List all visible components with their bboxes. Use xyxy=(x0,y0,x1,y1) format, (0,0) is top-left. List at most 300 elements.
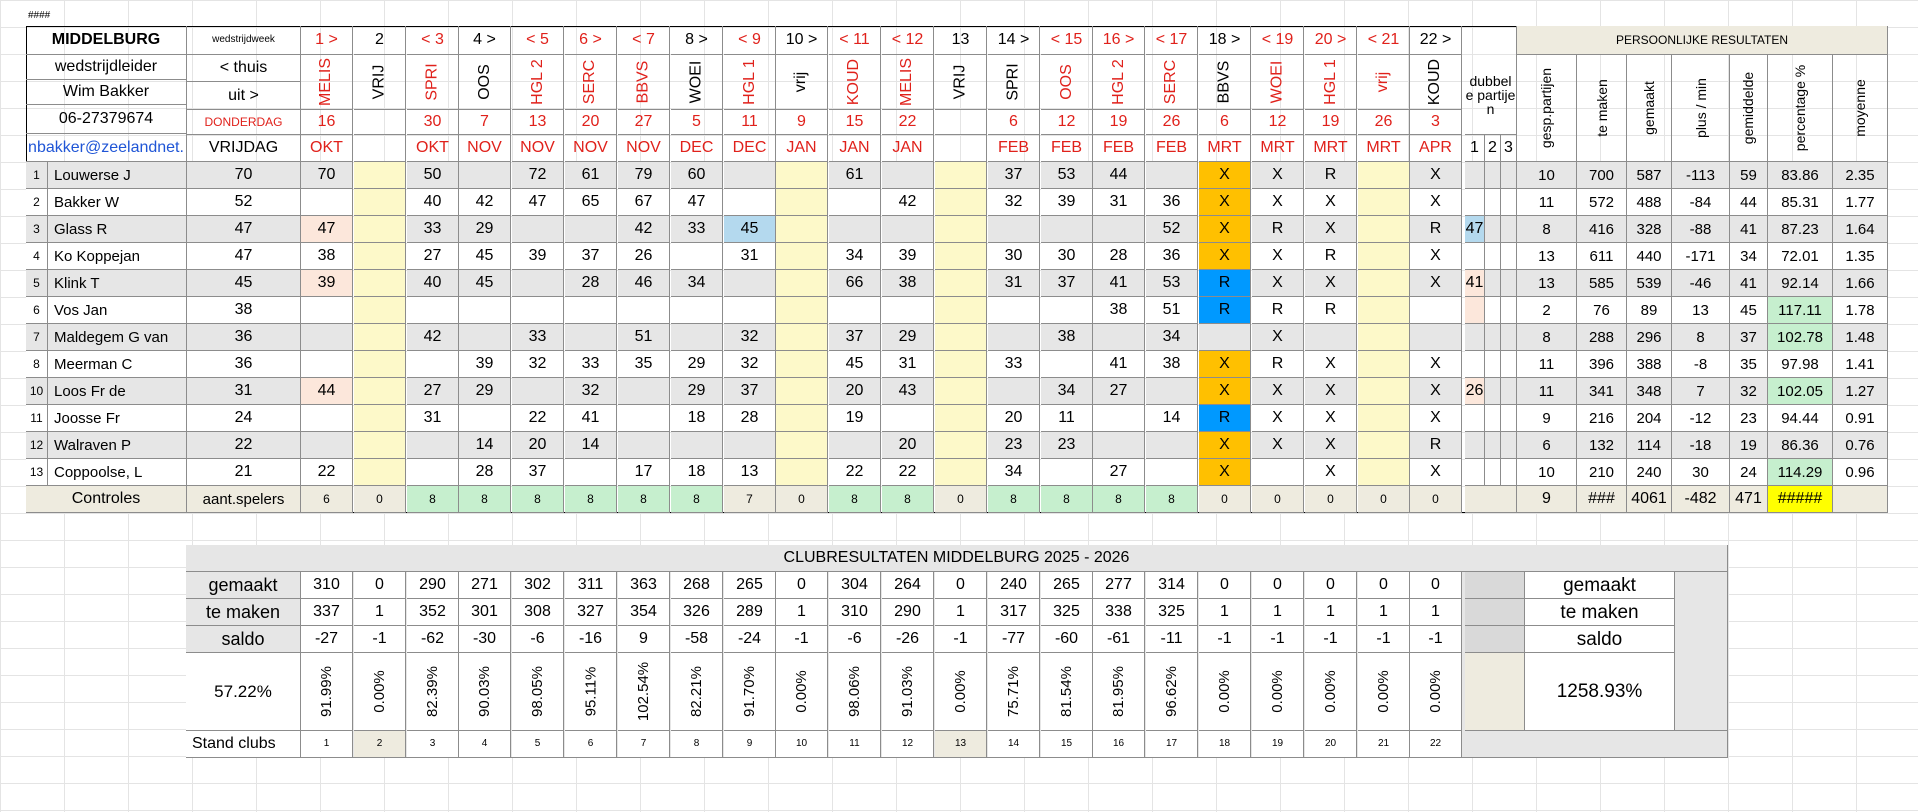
round-day: 12 xyxy=(1041,110,1093,135)
players-count-label: aant.spelers xyxy=(187,486,301,513)
stand-rank: 2 xyxy=(354,731,406,758)
stat-value: 114.29 xyxy=(1768,459,1833,486)
player-name: Maldegem G van xyxy=(48,324,187,351)
stat-header xyxy=(1768,55,1833,162)
round-score: 40 xyxy=(407,189,459,216)
club-value: 1 xyxy=(354,599,406,626)
round-score: 19 xyxy=(829,405,881,432)
stat-value: -8 xyxy=(1672,351,1730,378)
round-score: X xyxy=(1305,378,1357,405)
round-opponent xyxy=(1199,55,1251,110)
round-score: 70 xyxy=(301,162,353,189)
stat-value: 117.11 xyxy=(1768,297,1833,324)
round-score: 18 xyxy=(671,459,723,486)
cell-text: 0.00% xyxy=(370,670,388,713)
stat-header xyxy=(1672,55,1730,162)
stat-value: 1.78 xyxy=(1833,297,1888,324)
round-score: 13 xyxy=(724,459,776,486)
round-day xyxy=(354,110,406,135)
round-score: 47 xyxy=(671,189,723,216)
round-score: X xyxy=(1252,405,1304,432)
round-score xyxy=(1358,270,1410,297)
round-score xyxy=(776,459,828,486)
round-score xyxy=(1041,351,1093,378)
round-score: 29 xyxy=(459,378,511,405)
round-score: 14 xyxy=(459,432,511,459)
double-score: 47 xyxy=(1465,216,1485,243)
stat-value: 41 xyxy=(1730,216,1768,243)
cell-text: HGL 1 xyxy=(740,59,758,105)
round-score xyxy=(1146,432,1198,459)
round-score xyxy=(1410,297,1462,324)
stat-value: 102.05 xyxy=(1768,378,1833,405)
round-score: 51 xyxy=(1146,297,1198,324)
round-score xyxy=(1358,162,1410,189)
round-week: 6 > xyxy=(565,26,617,55)
round-score xyxy=(1041,297,1093,324)
cell-text: HGL 2 xyxy=(1109,59,1127,105)
round-score: 34 xyxy=(671,270,723,297)
round-score: 37 xyxy=(724,378,776,405)
club-value: -16 xyxy=(565,626,617,653)
cell-text: moyenne xyxy=(1852,79,1868,137)
round-score: 28 xyxy=(565,270,617,297)
cell-text: 81.95% xyxy=(1110,666,1127,717)
round-score: 79 xyxy=(618,162,670,189)
cell-text: 91.70% xyxy=(741,666,758,717)
round-score: 45 xyxy=(724,216,776,243)
stat-value: -88 xyxy=(1672,216,1730,243)
controls-double xyxy=(1465,486,1517,513)
round-score xyxy=(776,432,828,459)
double-score xyxy=(1501,324,1517,351)
round-score: 50 xyxy=(407,162,459,189)
stat-value: -12 xyxy=(1672,405,1730,432)
round-score xyxy=(935,459,987,486)
double-sub-header: 1 xyxy=(1465,135,1485,162)
club-row-label: saldo xyxy=(186,626,301,653)
round-score xyxy=(935,270,987,297)
round-score: 42 xyxy=(407,324,459,351)
round-month: JAN xyxy=(829,135,881,162)
round-opponent xyxy=(724,55,776,110)
club-value: -77 xyxy=(988,626,1040,653)
round-score: 30 xyxy=(1041,243,1093,270)
club-percent xyxy=(354,653,406,731)
double-score xyxy=(1465,189,1485,216)
double-score: 26 xyxy=(1465,378,1485,405)
round-day: 5 xyxy=(671,110,723,135)
double-header: dubbel e partijen xyxy=(1465,55,1517,135)
club-value: 240 xyxy=(988,572,1040,599)
round-score xyxy=(935,189,987,216)
round-score: 38 xyxy=(882,270,934,297)
round-score xyxy=(354,324,406,351)
round-score: 32 xyxy=(565,378,617,405)
round-day: 6 xyxy=(1199,110,1251,135)
round-score xyxy=(354,297,406,324)
club-percent xyxy=(935,653,987,731)
round-score: X xyxy=(1252,432,1304,459)
club-percent xyxy=(988,653,1040,731)
round-score: 38 xyxy=(1093,297,1145,324)
round-score: 36 xyxy=(1146,243,1198,270)
stand-rank: 15 xyxy=(1041,731,1093,758)
round-score: 20 xyxy=(512,432,564,459)
round-score xyxy=(354,162,406,189)
stat-value: 89 xyxy=(1627,297,1672,324)
round-score: 65 xyxy=(565,189,617,216)
stat-value: 19 xyxy=(1730,432,1768,459)
round-score xyxy=(776,216,828,243)
round-score xyxy=(776,270,828,297)
round-month: MRT xyxy=(1252,135,1304,162)
club-value: 308 xyxy=(512,599,564,626)
round-opponent xyxy=(935,55,987,110)
club-value: 311 xyxy=(565,572,617,599)
round-score: X xyxy=(1305,270,1357,297)
round-score xyxy=(565,216,617,243)
club-right-empty xyxy=(1675,572,1728,731)
round-day: 7 xyxy=(459,110,511,135)
double-score xyxy=(1501,432,1517,459)
stat-value: -113 xyxy=(1672,162,1730,189)
controls-label: Controles xyxy=(26,486,187,513)
club-value: -1 xyxy=(935,626,987,653)
round-score: 67 xyxy=(618,189,670,216)
stat-value: 587 xyxy=(1627,162,1672,189)
stat-value: 1.64 xyxy=(1833,216,1888,243)
round-score xyxy=(354,405,406,432)
cell-text: VRIJ xyxy=(951,64,969,100)
round-opponent xyxy=(1252,55,1304,110)
round-score xyxy=(988,297,1040,324)
double-score xyxy=(1501,189,1517,216)
round-week: < 12 xyxy=(882,26,934,55)
round-opponent xyxy=(512,55,564,110)
round-score: 46 xyxy=(618,270,670,297)
round-score: 41 xyxy=(565,405,617,432)
round-score xyxy=(935,405,987,432)
stat-value: 539 xyxy=(1627,270,1672,297)
controls-count: 8 xyxy=(671,486,723,513)
controls-count: 0 xyxy=(1305,486,1357,513)
stand-rank: 7 xyxy=(618,731,670,758)
cell-text: 0.00% xyxy=(1374,670,1392,713)
stat-value: 216 xyxy=(1577,405,1627,432)
stat-value: 44 xyxy=(1730,189,1768,216)
round-score xyxy=(776,351,828,378)
club-value: -1 xyxy=(776,626,828,653)
cell-text: 91.03% xyxy=(899,666,916,717)
club-value: -1 xyxy=(1252,626,1304,653)
stat-value: 10 xyxy=(1517,459,1577,486)
player-points: 31 xyxy=(187,378,301,405)
round-day xyxy=(935,110,987,135)
stat-value: 1.48 xyxy=(1833,324,1888,351)
round-score xyxy=(354,216,406,243)
club-value: 317 xyxy=(988,599,1040,626)
round-opponent xyxy=(459,55,511,110)
player-nr: 5 xyxy=(26,270,48,297)
double-score xyxy=(1485,270,1501,297)
stat-header xyxy=(1517,55,1577,162)
player-name: Meerman C xyxy=(48,351,187,378)
cell-text: KOUD xyxy=(845,58,863,106)
round-score: 39 xyxy=(512,243,564,270)
round-day: 15 xyxy=(829,110,881,135)
cell-text: KOUD xyxy=(1426,58,1444,106)
round-score: 33 xyxy=(407,216,459,243)
round-opponent xyxy=(565,55,617,110)
controls-count: 6 xyxy=(301,486,353,513)
stand-empty xyxy=(1465,731,1728,758)
round-score xyxy=(1252,459,1304,486)
player-points: 21 xyxy=(187,459,301,486)
round-week: 1 > xyxy=(301,26,353,55)
round-score xyxy=(354,378,406,405)
stat-value: 348 xyxy=(1627,378,1672,405)
round-score: 38 xyxy=(1041,324,1093,351)
club-value: 277 xyxy=(1093,572,1145,599)
club-value: 290 xyxy=(407,572,459,599)
player-points: 52 xyxy=(187,189,301,216)
round-score xyxy=(354,459,406,486)
round-score xyxy=(565,324,617,351)
club-value: 264 xyxy=(882,572,934,599)
round-score: X xyxy=(1199,162,1251,189)
stat-value: 114 xyxy=(1627,432,1672,459)
double-score xyxy=(1465,162,1485,189)
round-day: 19 xyxy=(1305,110,1357,135)
club-row-label: gemaakt xyxy=(186,572,301,599)
round-score xyxy=(1041,459,1093,486)
round-score xyxy=(724,297,776,324)
round-score xyxy=(407,297,459,324)
round-week: < 11 xyxy=(829,26,881,55)
club-value: -1 xyxy=(1199,626,1251,653)
club-value: 310 xyxy=(301,572,353,599)
player-name: Vos Jan xyxy=(48,297,187,324)
round-score xyxy=(512,270,564,297)
round-opponent xyxy=(1410,55,1462,110)
round-score xyxy=(1199,324,1251,351)
club-value: 1 xyxy=(1305,599,1357,626)
round-score: R xyxy=(1199,405,1251,432)
club-value: -1 xyxy=(1305,626,1357,653)
round-score: 31 xyxy=(988,270,1040,297)
controls-count: 0 xyxy=(1252,486,1304,513)
round-score: X xyxy=(1199,216,1251,243)
round-score xyxy=(829,189,881,216)
club-value: 325 xyxy=(1041,599,1093,626)
stand-rank: 14 xyxy=(988,731,1040,758)
round-score: 22 xyxy=(512,405,564,432)
cell-text: SPRI xyxy=(1004,63,1022,101)
club-percent xyxy=(882,653,934,731)
stand-rank: 18 xyxy=(1199,731,1251,758)
stand-rank: 19 xyxy=(1252,731,1304,758)
stat-value: 94.44 xyxy=(1768,405,1833,432)
club-value: 9 xyxy=(618,626,670,653)
club-value: 1 xyxy=(935,599,987,626)
cell-text: 0.00% xyxy=(1426,670,1444,713)
stat-value: 288 xyxy=(1577,324,1627,351)
double-score xyxy=(1485,459,1501,486)
cell-text: VRIJ xyxy=(370,64,388,100)
stat-value: 328 xyxy=(1627,216,1672,243)
round-score: X xyxy=(1410,243,1462,270)
round-score: 28 xyxy=(1093,243,1145,270)
round-score: 32 xyxy=(512,351,564,378)
club-value: -58 xyxy=(671,626,723,653)
controls-stat: 9 xyxy=(1517,486,1577,513)
stat-value: 440 xyxy=(1627,243,1672,270)
round-score: R xyxy=(1252,351,1304,378)
cell-text: 90.03% xyxy=(476,666,493,717)
stand-label: Stand clubs xyxy=(186,731,301,758)
round-month: NOV xyxy=(565,135,617,162)
leader-email[interactable]: nbakker@zeelandnet. xyxy=(26,134,187,162)
cell-text: 0.00% xyxy=(1321,670,1339,713)
round-score: 22 xyxy=(882,459,934,486)
round-month: FEB xyxy=(1093,135,1145,162)
club-value: 271 xyxy=(459,572,511,599)
round-week: < 3 xyxy=(407,26,459,55)
stat-header xyxy=(1627,55,1672,162)
player-nr: 1 xyxy=(26,162,48,189)
club-right-label: saldo xyxy=(1525,626,1675,653)
round-score xyxy=(1305,324,1357,351)
round-score: 27 xyxy=(407,378,459,405)
double-score xyxy=(1465,243,1485,270)
club-value: 363 xyxy=(618,572,670,599)
round-score: 29 xyxy=(459,216,511,243)
club-percent xyxy=(724,653,776,731)
round-week: 16 > xyxy=(1093,26,1145,55)
stat-value: 0.76 xyxy=(1833,432,1888,459)
round-score: 45 xyxy=(459,270,511,297)
club-row-spacer xyxy=(1465,626,1525,653)
cell-text: 0.00% xyxy=(1268,670,1286,713)
stand-rank: 3 xyxy=(407,731,459,758)
round-score xyxy=(354,432,406,459)
round-score: 14 xyxy=(1146,405,1198,432)
player-name: Joosse Fr xyxy=(48,405,187,432)
round-score xyxy=(618,432,670,459)
stat-value: 11 xyxy=(1517,351,1577,378)
round-score: 41 xyxy=(1093,351,1145,378)
double-score xyxy=(1465,324,1485,351)
cell-text: HGL 1 xyxy=(1321,59,1339,105)
club-percent xyxy=(829,653,881,731)
round-month: DEC xyxy=(724,135,776,162)
club-value: -27 xyxy=(301,626,353,653)
club-row-label: te maken xyxy=(186,599,301,626)
controls-count: 0 xyxy=(354,486,406,513)
round-score xyxy=(724,270,776,297)
round-score: 31 xyxy=(724,243,776,270)
round-month: FEB xyxy=(988,135,1040,162)
round-score: 43 xyxy=(882,378,934,405)
club-value: 265 xyxy=(1041,572,1093,599)
round-score: 28 xyxy=(459,459,511,486)
club-value: 0 xyxy=(1199,572,1251,599)
stat-value: 1.66 xyxy=(1833,270,1888,297)
stat-value: -84 xyxy=(1672,189,1730,216)
round-score: 22 xyxy=(829,459,881,486)
round-score: R xyxy=(1199,270,1251,297)
double-score xyxy=(1465,297,1485,324)
round-score xyxy=(459,324,511,351)
club-value: 1 xyxy=(1410,599,1462,626)
player-name: Bakker W xyxy=(48,189,187,216)
controls-count: 0 xyxy=(776,486,828,513)
stat-value: 210 xyxy=(1577,459,1627,486)
club-total-percent: 57.22% xyxy=(186,653,301,731)
stat-value: 32 xyxy=(1730,378,1768,405)
round-score xyxy=(776,297,828,324)
stat-value: 2 xyxy=(1517,297,1577,324)
club-value: -1 xyxy=(354,626,406,653)
stat-value: 102.78 xyxy=(1768,324,1833,351)
stat-value: 41 xyxy=(1730,270,1768,297)
stand-rank: 16 xyxy=(1093,731,1145,758)
round-opponent xyxy=(1358,55,1410,110)
round-day: 13 xyxy=(512,110,564,135)
club-percent xyxy=(1041,653,1093,731)
cell-text: gesp.partijen xyxy=(1538,67,1555,149)
club-percent xyxy=(776,653,828,731)
player-nr: 13 xyxy=(26,459,48,486)
round-month: NOV xyxy=(618,135,670,162)
player-nr: 8 xyxy=(26,351,48,378)
club-right-label: te maken xyxy=(1525,599,1675,626)
stat-value: 92.14 xyxy=(1768,270,1833,297)
controls-count: 8 xyxy=(1041,486,1093,513)
stat-value: 1.27 xyxy=(1833,378,1888,405)
round-score: R xyxy=(1410,432,1462,459)
round-score xyxy=(1358,297,1410,324)
day-home-label: DONDERDAG xyxy=(187,110,301,135)
round-score: 45 xyxy=(829,351,881,378)
controls-count: 0 xyxy=(935,486,987,513)
round-day: 27 xyxy=(618,110,670,135)
round-score: 33 xyxy=(671,216,723,243)
round-score: X xyxy=(1305,216,1357,243)
cell-text: gemiddelde xyxy=(1740,71,1757,145)
round-score: 44 xyxy=(1093,162,1145,189)
round-score: 17 xyxy=(618,459,670,486)
round-score xyxy=(671,432,723,459)
round-score xyxy=(1410,324,1462,351)
cell-text: 0.00% xyxy=(792,670,810,713)
club-value: -6 xyxy=(829,626,881,653)
stat-header xyxy=(1833,55,1888,162)
stand-rank: 4 xyxy=(459,731,511,758)
round-week: < 5 xyxy=(512,26,564,55)
double-score xyxy=(1485,243,1501,270)
round-score xyxy=(354,351,406,378)
stat-value: 1.77 xyxy=(1833,189,1888,216)
round-score xyxy=(301,297,353,324)
round-score: X xyxy=(1410,459,1462,486)
round-score: 23 xyxy=(1041,432,1093,459)
club-results-title: CLUBRESULTATEN MIDDELBURG 2025 - 2026 xyxy=(186,545,1728,572)
club-percent xyxy=(512,653,564,731)
double-score xyxy=(1485,324,1501,351)
club-right-percent: 1258.93% xyxy=(1525,653,1675,731)
